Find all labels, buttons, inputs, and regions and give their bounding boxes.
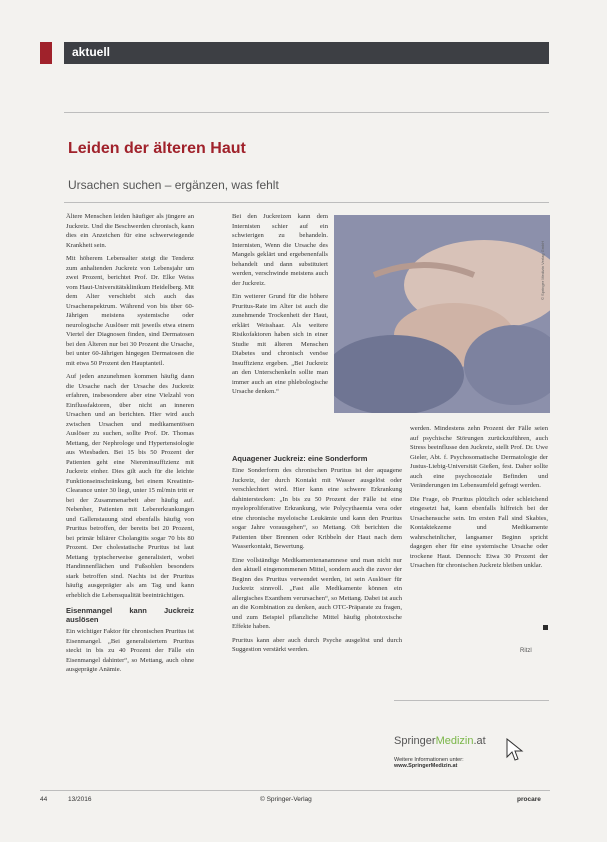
cursor-arrow-icon bbox=[506, 738, 524, 762]
article-subtitle: Ursachen suchen – ergänzen, was fehlt bbox=[68, 178, 279, 192]
photo-credit: © Springer Medizin Verlag GmbH bbox=[540, 240, 545, 300]
column-1 bbox=[66, 212, 194, 790]
paragraph: Auf jeden anzunehmen kommen häufig dann die Ursache nach der Ursache des Juckreiz erfahren, insbesondere aber eine Vielzahl von Einflussfaktoren, über nicht an inneren Ursachen und an berichten. Hier wird auch zwischen Ursachen und medikamentösen Auslöser zu suchen, sollte Prof. Dr. Thomas Mettang, der Nephrologe und Hypertensiologie aus Wiesbaden. Bei 15 bis 50 Prozent der Patienten geht eine Niereninsuffizienz mit Juckreiz einher. Dies gilt auch für die leichte Funktionseinschränkung, bei einem Kreatinin-Clearance unter 30 liegt, unter 15 ml/min tritt er bei der Zusammenarbeit aber häufig auf. Nebenher, Patienten mit Lebererkrankungen und Gallenstauung sind ebenfalls häufig von Pruritus betroffen, der bereits bei 20 Prozent, bei primär biliärer Cholangitis sogar 70 bis 80 Prozent. Der cholestatische Pruritus ist laut Mettang typischerweise generalisiert, wobei Handinnenflächen und Fußsohlen besonders stark betroffen sind. Nachts ist der Pruritus häufig ausgeprägter als am Tag und kann erheblich die Lebensqualität beeinträchtigen. bbox=[66, 373, 194, 599]
paragraph: Mit höherem Lebensalter steigt die Tendenz zum anhaltenden Juckreiz von Lebensjahr um zwei Prozent, berichtet Prof. Dr. Elke Weiss vom Haut-Universitätsklinikum Heidelberg. Mit dem Alter verschiebt sich auch das Ursachenspektrum. Während von bis über 60-Jährigen meistens systemische oder neurologische Auslöser mit jeweils etwa einem Viertel der Diagnosen finden, sind Dermatosen bei den Älteren nur bei 30 Prozent die Ursache, bei unter 60-Jährigen hingegen Dermatosen die mit etwa 50 Prozent den Hauptanteil. bbox=[66, 255, 194, 367]
publisher-label: © Springer-Verlag bbox=[260, 796, 312, 803]
journal-name: procare bbox=[517, 796, 541, 803]
subheading-aquagenic: Aquagener Juckreiz: eine Sonderform bbox=[232, 454, 368, 463]
paragraph: Die Frage, ob Pruritus plötzlich oder schleichend eingesetzt hat, kann ebenfalls hilfreich bei der Ursachensuche sein. Im ersten Fall sind Skabies, Kontaktekzeme und Medikamente wahrscheinlicher, langsamer Beginn spricht dagegen eher für eine systemische Ursache oder trockene Haut. Dennoch: Etwa 30 Prozent der Ursachen für chronischen Juckreiz bleiben unklar. bbox=[410, 495, 548, 569]
paragraph: Ältere Menschen leiden häufiger als jüngere an Juckreiz. Und die Beschwerden chronisch, kann dies ein Anzeichen für eine schwerwiegende Krankheit sein. bbox=[66, 213, 194, 249]
paragraph: Eine vollständige Medikamentenanamnese und man nicht nur den aktuell eingenommenen Mittel, sondern auch die zuvor der Beginn des Pruritus verwendet werden, ist sein Auslöser für Juckreiz sinnvoll. „Fast alle Medikamente können ein allergisches Exanthem verursachen“, so Mettang. Dabei ist auch an die Kombination zu denken, auch OTC-Präparate zu fragen, und zum Beispiel pflanzliche Mittel häufig phototoxische Effekte haben. bbox=[232, 556, 402, 630]
subheading-iron-deficiency: Eisenmangel kann Juckreiz auslösen bbox=[66, 606, 194, 624]
paragraph: Ein wichtiger Faktor für chronischen Pruritus ist Eisenmangel. „Bei generalisiertem Pruritus steckt in bis zu 40 Prozent der Fälle ein Eisenmangel dahinter“, so Mettang, auch ohne ausgeprägte Anämie. bbox=[66, 628, 194, 673]
column-2-top bbox=[232, 212, 328, 420]
page-number: 44 bbox=[40, 796, 48, 803]
paragraph: Eine Sonderform des chronischen Pruritus ist der aquagene Juckreiz, der durch Kontakt mit Wasser ausgelöst oder verschlechtert wird. Hier kann eine schwere Erkrankung dahinterstecken: „In bis zu 50 Prozent der Fälle ist eine myeloproliferative Erkrankung, wie Polycythaemia vera oder eine chronische myeloische Leukämie und kann den Pruritus sogar Jahre vorausgehen“, so Mettang. Oft berichten die Patienten über Brennen oder Kribbeln der Haut nach dem Wasserkontakt, Bewertung. bbox=[232, 467, 402, 550]
issue-label: 13/2016 bbox=[68, 796, 92, 803]
column-3 bbox=[410, 424, 548, 624]
article-end-mark bbox=[543, 625, 548, 630]
paragraph: werden. Mindestens zehn Prozent der Fälle seien auf psychische Störungen zurückzuführen, auch Stress beeinflusse den Juckreiz, stellt Prof. Dr. Uwe Gieler, Abt. f. Psychosomatische Dermatologie der Justus-Liebig-Universität Gießen, fest. Daher sollte auch eine psychosoziale Befinden und Veränderungen im Lebensumfeld gefragt werden. bbox=[410, 425, 548, 489]
subtitle-divider bbox=[64, 202, 549, 203]
section-header-bar bbox=[64, 42, 549, 64]
paragraph: Pruritus kann aber auch durch Psyche ausgelöst und durch Suggestion verstärkt werden. bbox=[232, 636, 402, 653]
article-title: Leiden der älteren Haut bbox=[68, 140, 246, 157]
paragraph: Bei den Juckreizen kann dem Internisten schier auf ein schwierigen zu behandeln. Internisten, Wenn die Ursache des Mangels geklärt und ergebenenfalls behandelt und dann substituiert werden, verschwinde meistens auch der Juckreiz. bbox=[232, 213, 328, 287]
column-2-bottom bbox=[232, 448, 402, 793]
paragraph: Ein weiterer Grund für die höhere Pruritus-Rate im Alter ist auch die zunehmende Trockenheit der Haut, erklärt Weisshaar. Als weitere Risikofaktoren haben sich in einer Studie mit älteren Menschen Diabetes und chronisch venöse Insuffizienz ergeben. „Bei Juckreiz an den Unterschenkeln sollte man immer auch an eine phlebologische Ursache denken.“ bbox=[232, 293, 328, 395]
footer-divider bbox=[40, 790, 550, 791]
section-label: aktuell bbox=[72, 45, 111, 59]
section-accent-square bbox=[40, 42, 52, 64]
top-divider bbox=[64, 112, 549, 113]
promo-divider bbox=[394, 700, 549, 701]
author-credit: Ritzl bbox=[520, 648, 532, 654]
hands-scratching-illustration bbox=[334, 215, 550, 413]
promo-text: Weitere Informationen unter: bbox=[394, 757, 464, 763]
article-photo bbox=[334, 215, 550, 413]
springermedizin-logo: SpringerMedizin.at bbox=[394, 735, 486, 747]
promo-url[interactable]: www.SpringerMedizin.at bbox=[394, 763, 458, 769]
